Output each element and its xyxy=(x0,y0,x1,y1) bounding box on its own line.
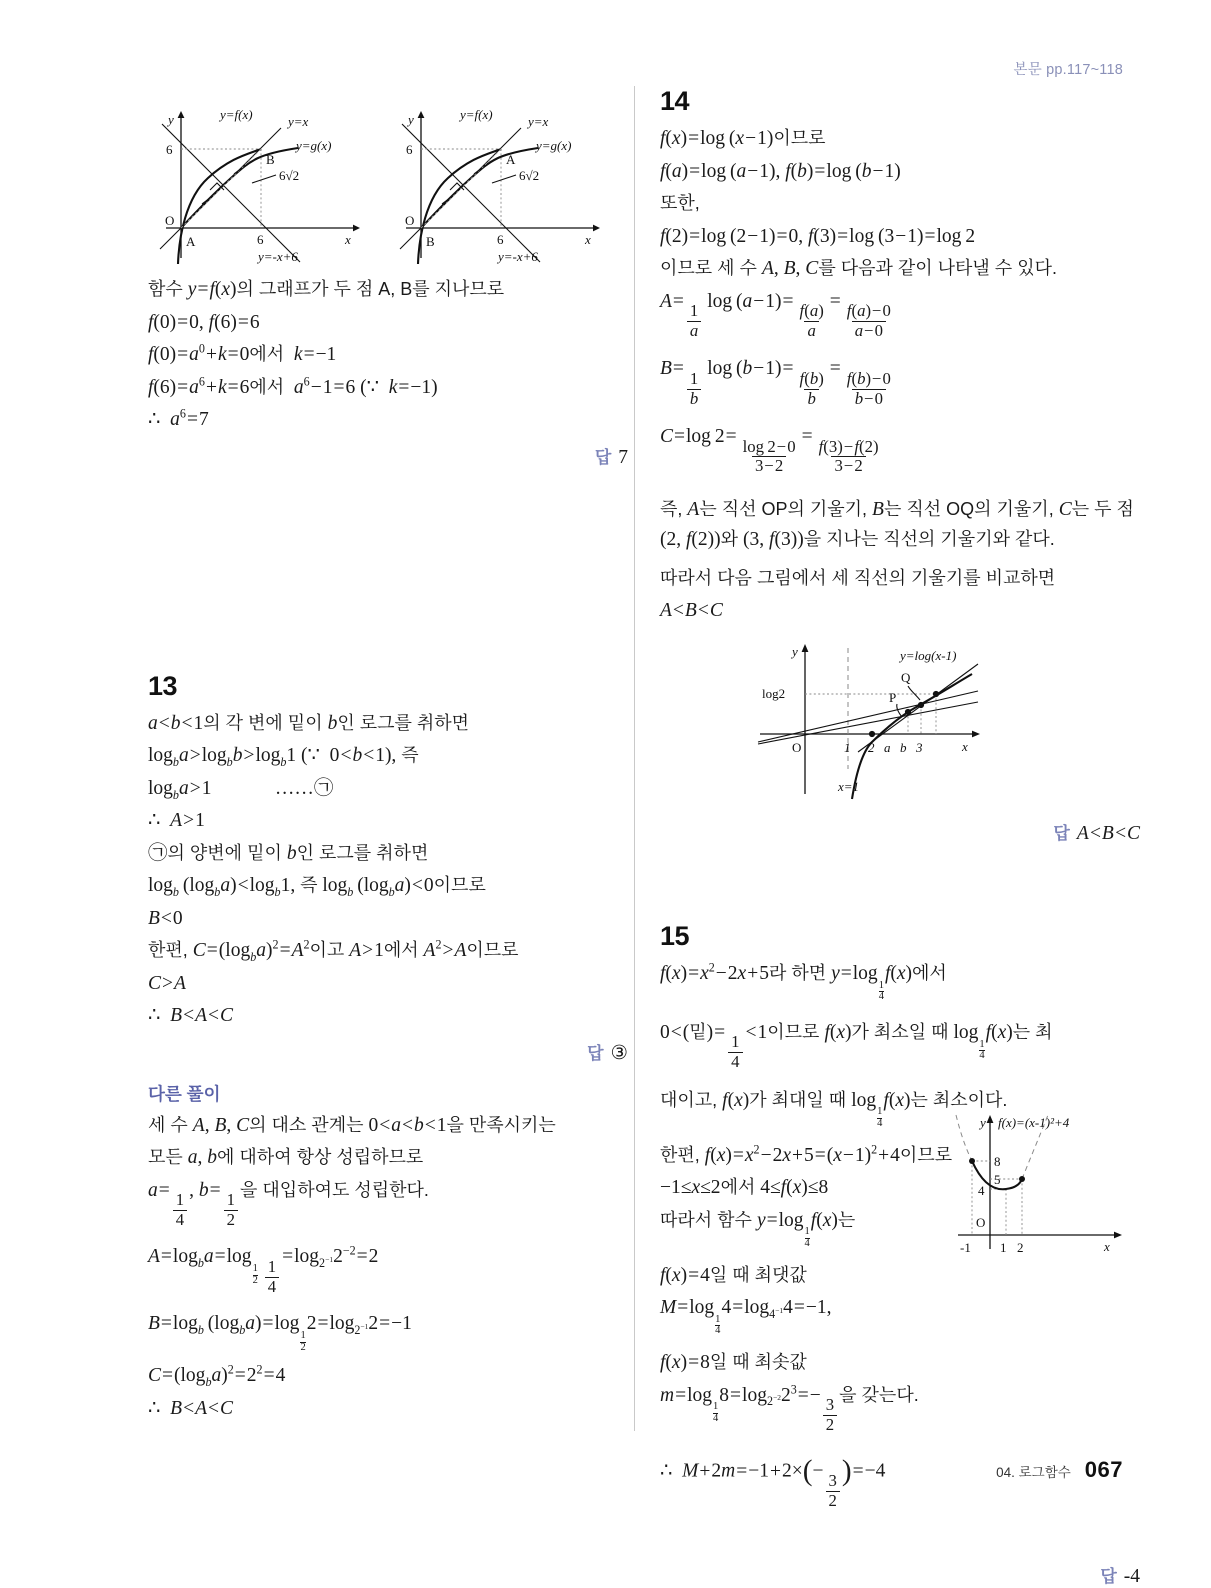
column-divider xyxy=(634,86,635,1431)
fig-q12r-point-b: B xyxy=(426,234,435,249)
q13-line-4: ∴ A>1 xyxy=(148,810,205,831)
fig-q12r-seg-label: 6√2 xyxy=(519,168,540,183)
fig-q14-x-tick-b: b xyxy=(900,739,907,755)
q14-answer-row xyxy=(660,819,1140,845)
q15-line-9: f(x)=8일 때 최솟값 xyxy=(660,1352,807,1373)
fig-q12r-origin: O xyxy=(405,213,415,228)
right-column xyxy=(660,86,1140,1588)
q15-answer-row xyxy=(660,1562,1140,1588)
solution-q12 xyxy=(148,280,628,469)
q14-line-11: A<B<C xyxy=(660,600,723,622)
q15-line-5: −1≤x≤2에서 4≤f(x)≤8 xyxy=(660,1177,829,1198)
q12-answer-label: 답 xyxy=(594,447,612,467)
figure-q12-right xyxy=(388,86,620,264)
q15-line-7: f(x)=4일 때 최댓값 xyxy=(660,1264,807,1286)
q13-gap xyxy=(148,469,628,671)
q12-answer-value: 7 xyxy=(618,446,628,468)
fig-q12l-line-neg: y=-x+6 xyxy=(258,249,298,264)
fig-q14-point-q: Q xyxy=(901,669,911,685)
q13-number: 13 xyxy=(148,670,178,701)
q15-answer-label: 답 xyxy=(1100,1566,1117,1586)
q14-line-7: B= $\frac{1}{b}$ log (b−1)= $\frac{f(b)}{b}$ = $\frac{f(b)-0}{b-0}$ xyxy=(660,358,891,408)
fig-q12r-line-yx: y=x xyxy=(528,114,549,129)
q15-line-10: m=log $\frac{1}{4}$ $8=\log_{2^{-2}}2^3=-$ $\frac{3}{2}$ 을 갖는다. xyxy=(660,1382,919,1434)
q14-line-4: f(2)=log (2−1)=0, f(3)=log (3−1)=log 2 xyxy=(660,225,976,247)
fig-q15-y-tick-5: 5 xyxy=(994,1171,1001,1187)
q14-line-2: f(a)=log (a−1), f(b)=log (b−1) xyxy=(660,160,901,182)
q13-alt-line-1: 세 수 A, B, C의 대소 관계는 0<a<b<1을 만족시키는 xyxy=(148,1114,556,1136)
fig-q12l-tick-y: 6 xyxy=(166,142,173,157)
q13-line-5: ㉠의 양변에 밑이 b인 로그를 취하면 xyxy=(148,842,429,864)
fig-q15-x-axis: x xyxy=(1104,1238,1110,1254)
figure-q15-wrap xyxy=(954,1109,1154,1269)
q13-line-9: C>A xyxy=(148,972,186,994)
fig-q14-asymptote-label: x=1 xyxy=(838,778,860,794)
fig-q12l-y-axis: y xyxy=(168,112,174,127)
q14-number: 14 xyxy=(660,86,690,116)
fig-q15-x-tick-2: 2 xyxy=(1017,1239,1024,1255)
fig-q12l-origin: O xyxy=(165,213,175,228)
q13-line-1: a<b<1의 각 변에 밑이 b인 로그를 취하면 xyxy=(148,712,470,734)
q13-alt-line-5: $B=\log_b$ $(\log_ba)=\log$ $\frac{1}{2}$ $2=\log_{2^{-1}}2=-1$ xyxy=(148,1313,412,1353)
fig-q12r-inv-label: y=g(x) xyxy=(536,138,572,153)
q15-line-6: 따라서 함수 y=log $\frac{1}{4}$ f(x)는 xyxy=(660,1209,856,1249)
q15-line-11: ∴ M+2m=−1+2×(− $\frac{3}{2}$ )=−4 xyxy=(660,1455,886,1511)
q14-line-8: C=log 2= $\frac{\log 2-0}{3-2}$ = $\frac{f(3)-f(2)}{3-2}$ xyxy=(660,426,879,476)
fig-q12l-point-a: A xyxy=(186,234,196,249)
q15-line-8: M=log $\frac{1}{4}$ $4=\log_{4^{-1}}4=-1$, xyxy=(660,1297,832,1337)
q13-answer-label: 답 xyxy=(587,1043,604,1063)
footer-chapter: 04. 로그함수 xyxy=(996,1465,1071,1480)
q15-gap xyxy=(660,845,1140,921)
fig-q14-point-p: P xyxy=(889,689,897,705)
fig-q12l-line-yx: y=x xyxy=(288,114,309,129)
q13-answer-row xyxy=(148,1039,628,1065)
footer-page-number: 067 xyxy=(1084,1457,1123,1482)
fig-q14-x-axis: x xyxy=(962,738,968,754)
fig-q15-origin: O xyxy=(976,1214,986,1230)
q13-answer-value: ③ xyxy=(610,1042,628,1064)
fig-q12l-tick-x: 6 xyxy=(257,232,264,247)
fig-q15-y-tick-8: 8 xyxy=(994,1153,1001,1169)
fig-q12l-seg-label: 6√2 xyxy=(279,168,300,183)
fig-q12r-tick-x: 6 xyxy=(497,232,504,247)
fig-q15-y-tick-4: 4 xyxy=(978,1182,985,1198)
fig-q15-x-tick-neg1: -1 xyxy=(960,1239,971,1255)
q14-line-9: 즉, A는 직선 OP의 기울기, B는 직선 OQ의 기울기, C는 두 점 (2, f(2))와 (3, f(3))을 지나는 직선의 기울기와 같다. xyxy=(660,499,1134,551)
q14-line-1: f(x)=log (x−1)이므로 xyxy=(660,128,826,149)
fig-q12r-curve-label: y=f(x) xyxy=(460,107,493,122)
q14-answer-label: 답 xyxy=(1053,823,1070,843)
fig-q14-x-tick-1: 1 xyxy=(844,739,851,755)
q12-answer-row xyxy=(148,443,628,469)
fig-q12r-line-neg: y=-x+6 xyxy=(498,249,538,264)
q12-line-2: f(0)=0, f(6)=6 xyxy=(148,311,260,333)
q14-line-10: 따라서 다음 그림에서 세 직선의 기울기를 비교하면 xyxy=(660,567,1056,588)
fig-q15-x-tick-1: 1 xyxy=(1000,1239,1007,1255)
q13-line-2: $\log_ba>\log_bb>\log_b1$ (∵ 0<b<1), 즉 xyxy=(148,745,419,769)
fig-q12l-x-axis: x xyxy=(345,232,351,247)
fig-q12l-inv-label: y=g(x) xyxy=(296,138,332,153)
q13-line-7: B<0 xyxy=(148,907,183,929)
q13-alt-line-6: $C=(\log_ba)^2=2^2=4$ xyxy=(148,1362,286,1390)
figure-q12-pair xyxy=(148,86,628,264)
fig-q14-y-tick: log2 xyxy=(762,685,786,701)
solution-q14 xyxy=(660,86,1140,845)
q12-line-4: $f(6)=a^6+k=6$에서 $a^6-1=6$ (∵ k=−1) xyxy=(148,374,438,398)
q12-line-1: 함수 y=f(x)의 그래프가 두 점 A, B를 지나므로 xyxy=(148,279,505,300)
q13-alt-line-4: $A=\log_ba=\log$ $\frac{1}{2}$ $\frac{1}{4}$ $=\log_{2^{-1}}2^{-2}=2$ xyxy=(148,1243,379,1296)
figure-q14 xyxy=(750,634,1050,809)
q15-number: 15 xyxy=(660,920,690,951)
q13-line-8: 한편, $C=(\log_ba)^2=A^2$이고 A>1에서 $A^2>A$이므로 xyxy=(148,937,519,964)
q15-line-1: $f(x)=x^2-2x+5$라 하면 y=log $\frac{1}{4}$ f(x)에서 xyxy=(660,960,947,1003)
fig-q12l-curve-label: y=f(x) xyxy=(220,107,253,122)
q13-alt-heading: 다른 풀이 xyxy=(148,1083,221,1104)
fig-q15-y-axis: y xyxy=(980,1114,986,1130)
q14-answer-value: A<B<C xyxy=(1076,822,1140,844)
q13-line-6: $\log_b (\log_ba)<\log_b1$, 즉 $\log_b (\log_ba)<0$이므로 xyxy=(148,875,486,899)
q13-alt-line-7: ∴ B<A<C xyxy=(148,1397,234,1419)
q14-line-3: 또한, xyxy=(660,193,700,213)
fig-q14-origin: O xyxy=(792,739,802,755)
fig-q12l-point-b: B xyxy=(266,152,275,167)
solution-q15 xyxy=(660,921,1140,1588)
figure-q14-wrap xyxy=(660,634,1140,809)
solution-q13 xyxy=(148,671,628,1419)
fig-q15-curve-label: f(x)=(x-1)²+4 xyxy=(998,1114,1070,1130)
q13-line-10: ∴ B<A<C xyxy=(148,1005,234,1026)
fig-q14-x-tick-3: 3 xyxy=(916,739,923,755)
figure-q12-left xyxy=(148,86,380,264)
fig-q14-y-axis: y xyxy=(792,643,798,659)
q15-line-2: 0<(밑)= $\frac{1}{4}$ <1이므로 f(x)가 최소일 때 log $\frac{1}{4}$ f(x)는 최 xyxy=(660,1021,1053,1071)
q15-answer-value: -4 xyxy=(1123,1565,1140,1587)
q12-line-3: $f(0)=a^0+k=0$에서 k=−1 xyxy=(148,341,337,365)
fig-q12r-x-axis: x xyxy=(585,232,591,247)
q14-line-6: A= $\frac{1}{a}$ log (a−1)= $\frac{f(a)}{a}$ = $\frac{f(a)-0}{a-0}$ xyxy=(660,290,891,340)
fig-q14-curve-label: y=log(x-1) xyxy=(900,647,957,663)
figure-q15 xyxy=(954,1109,1154,1269)
q15-line-3: 대이고, f(x)가 최대일 때 log $\frac{1}{4}$ f(x)는 최소이다. xyxy=(660,1089,1008,1129)
q12-line-5: ∴ $a^6=7$ xyxy=(148,406,209,430)
page-footer xyxy=(996,1457,1123,1483)
q13-alt-line-3: a= $\frac{1}{4}$ , b= $\frac{1}{2}$ 을 대입하여도 성립한다. xyxy=(148,1179,429,1229)
q15-line-4: 한편, $f(x)=x^2-2x+5=(x-1)^2+4$이므로 xyxy=(660,1142,953,1166)
running-head: 본문 pp.117~118 xyxy=(1013,62,1123,78)
fig-q14-x-tick-2: 2 xyxy=(868,739,875,755)
fig-q12r-y-axis: y xyxy=(408,112,414,127)
fig-q12r-point-a: A xyxy=(506,152,516,167)
fig-q14-x-tick-a: a xyxy=(884,739,891,755)
fig-q12r-tick-y: 6 xyxy=(406,142,413,157)
q14-line-5: 이므로 세 수 A, B, C를 다음과 같이 나타낼 수 있다. xyxy=(660,258,1057,279)
q13-line-3: $\log_ba>1$ ……㉠ xyxy=(148,777,334,802)
left-column xyxy=(148,86,628,1431)
q13-alt-line-2: 모든 a, b에 대하여 항상 성립하므로 xyxy=(148,1147,424,1168)
